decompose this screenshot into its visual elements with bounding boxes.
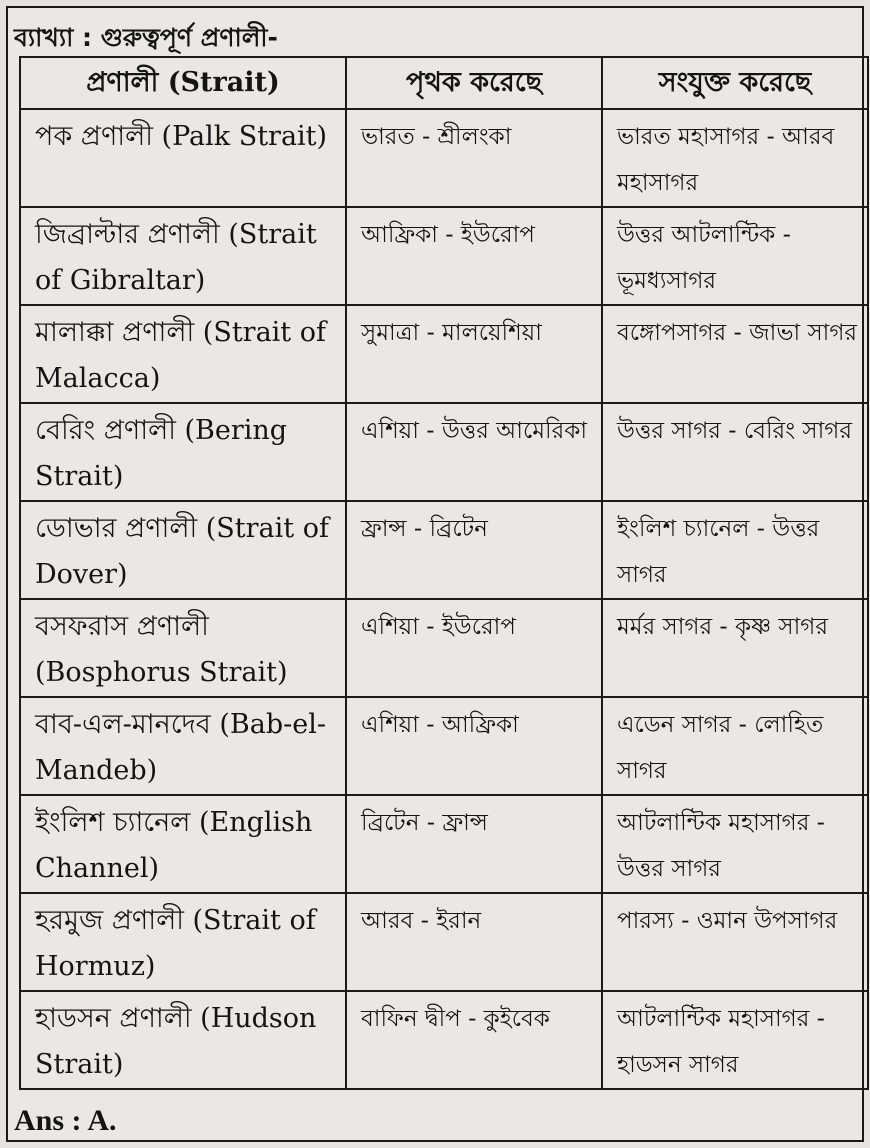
separates-cell: সুমাত্রা - মালয়েশিয়া <box>346 305 602 403</box>
strait-name: ইংলিশ চ্যানেল (English Channel) <box>20 795 346 893</box>
answer-text: Ans : A. <box>14 1104 117 1137</box>
connects-cell: উত্তর সাগর - বেরিং সাগর <box>602 403 868 501</box>
connects-cell: এডেন সাগর - লোহিত সাগর <box>602 697 868 795</box>
table-row <box>20 403 868 501</box>
separates-cell: এশিয়া - উত্তর আমেরিকা <box>346 403 602 501</box>
strait-name: জিব্রাল্টার প্রণালী (Strait of Gibraltar) <box>20 207 346 305</box>
table-row <box>20 795 868 893</box>
content-frame <box>6 6 864 1142</box>
strait-name: ডোভার প্রণালী (Strait of Dover) <box>20 501 346 599</box>
table-row <box>20 501 868 599</box>
connects-cell: ভারত মহাসাগর - আরব মহাসাগর <box>602 109 868 207</box>
connects-cell: আটলান্টিক মহাসাগর - উত্তর সাগর <box>602 795 868 893</box>
strait-name: বাব-এল-মানদেব (Bab-el-Mandeb) <box>20 697 346 795</box>
strait-name: হাডসন প্রণালী (Hudson Strait) <box>20 991 346 1089</box>
separates-cell: এশিয়া - ইউরোপ <box>346 599 602 697</box>
strait-name: বসফরাস প্রণালী (Bosphorus Strait) <box>20 599 346 697</box>
strait-name: হরমুজ প্রণালী (Strait of Hormuz) <box>20 893 346 991</box>
table-header-row <box>20 57 868 109</box>
header-strait: প্রণালী (Strait) <box>20 57 346 109</box>
table-row <box>20 599 868 697</box>
connects-cell: ইংলিশ চ্যানেল - উত্তর সাগর <box>602 501 868 599</box>
table-row <box>20 207 868 305</box>
strait-table <box>19 56 869 1090</box>
strait-name: পক প্রণালী (Palk Strait) <box>20 109 346 207</box>
separates-cell: বাফিন দ্বীপ - কুইবেক <box>346 991 602 1089</box>
connects-cell: আটলান্টিক মহাসাগর - হাডসন সাগর <box>602 991 868 1089</box>
separates-cell: ব্রিটেন - ফ্রান্স <box>346 795 602 893</box>
connects-cell: বঙ্গোপসাগর - জাভা সাগর <box>602 305 868 403</box>
table-row <box>20 305 868 403</box>
table-row <box>20 991 868 1089</box>
separates-cell: আরব - ইরান <box>346 893 602 991</box>
connects-cell: উত্তর আটলান্টিক - ভূমধ্যসাগর <box>602 207 868 305</box>
table-row <box>20 697 868 795</box>
separates-cell: ফ্রান্স - ব্রিটেন <box>346 501 602 599</box>
explanation-heading: ব্যাখ্যা : গুরুত্বপূর্ণ প্রণালী- <box>14 23 278 52</box>
connects-cell: পারস্য - ওমান উপসাগর <box>602 893 868 991</box>
header-separates: পৃথক করেছে <box>346 57 602 109</box>
table-row <box>20 893 868 991</box>
strait-name: মালাক্কা প্রণালী (Strait of Malacca) <box>20 305 346 403</box>
connects-cell: মর্মর সাগর - কৃষ্ণ সাগর <box>602 599 868 697</box>
strait-name: বেরিং প্রণালী (Bering Strait) <box>20 403 346 501</box>
separates-cell: এশিয়া - আফ্রিকা <box>346 697 602 795</box>
separates-cell: ভারত - শ্রীলংকা <box>346 109 602 207</box>
table-row <box>20 109 868 207</box>
separates-cell: আফ্রিকা - ইউরোপ <box>346 207 602 305</box>
header-connects: সংযুক্ত করেছে <box>602 57 868 109</box>
